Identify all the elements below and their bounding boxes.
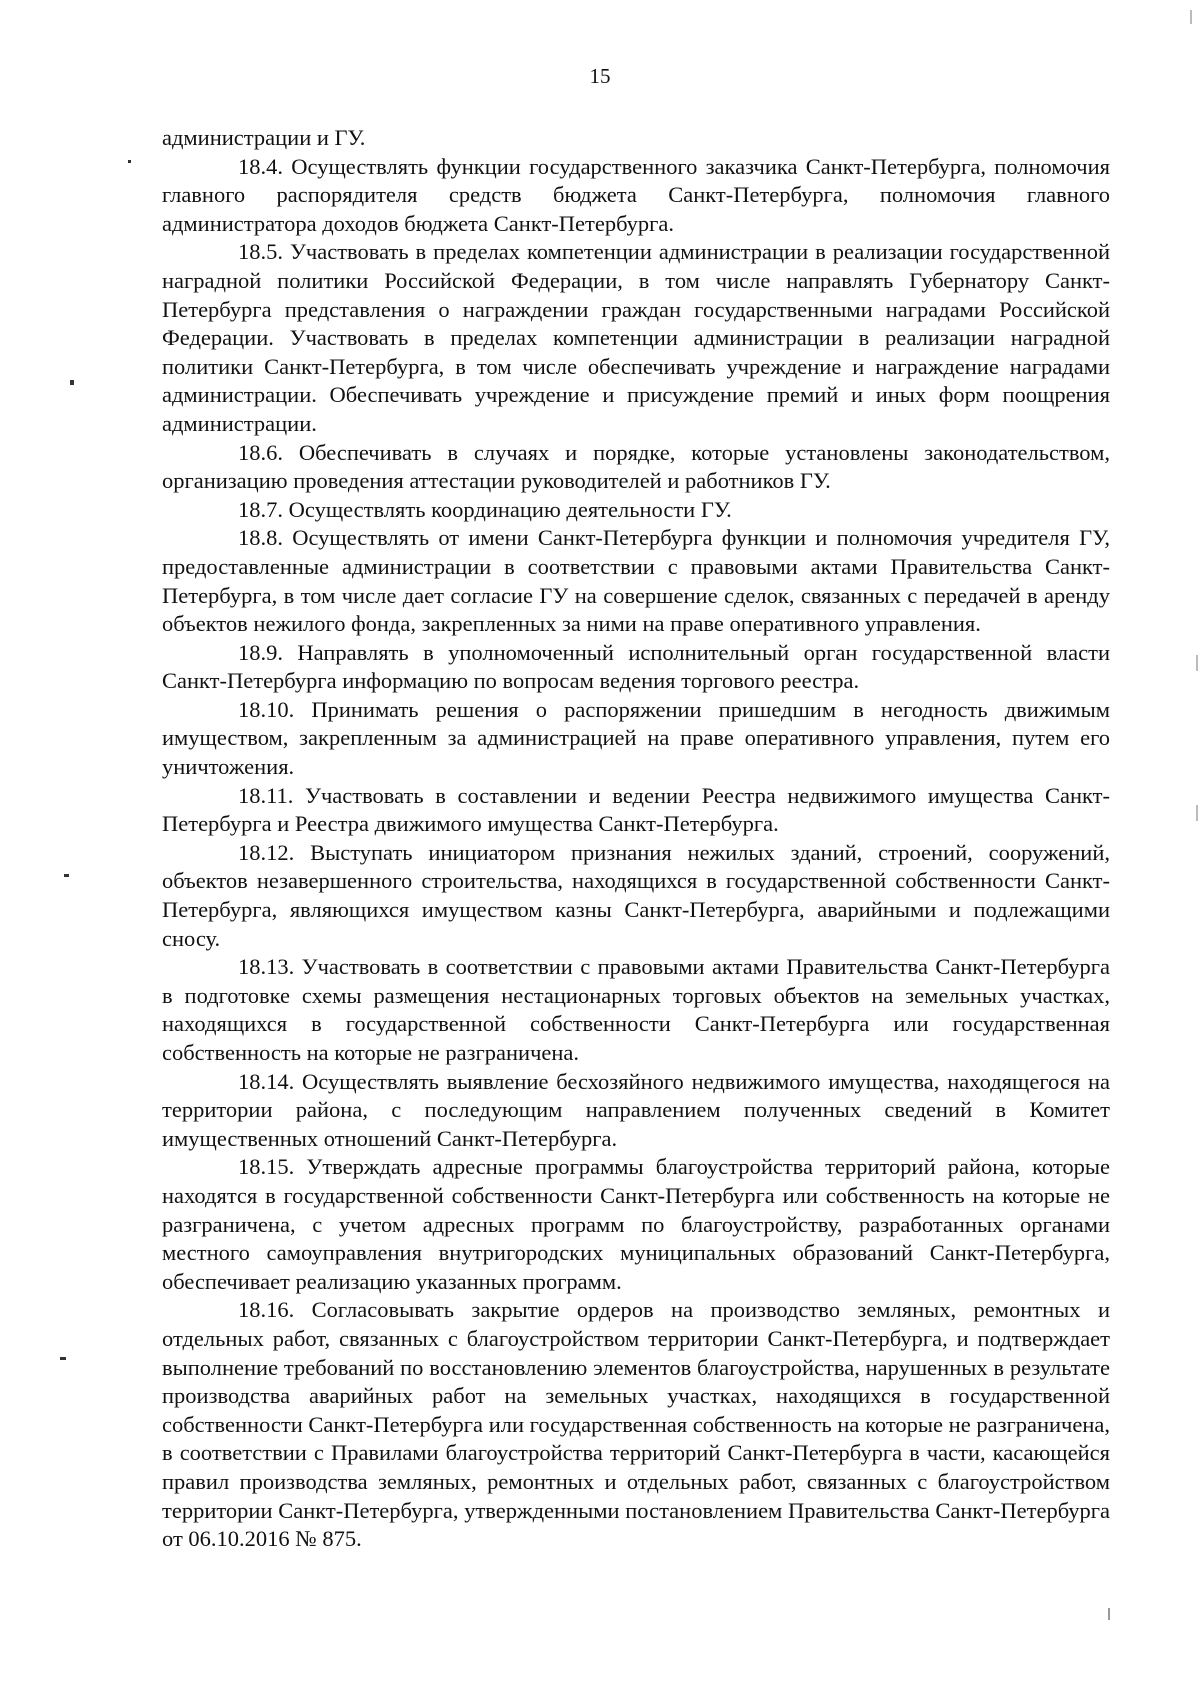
scan-speck	[64, 874, 69, 877]
scan-speck	[70, 380, 74, 385]
paragraph-18-16: 18.16. Согласовывать закрытие ордеров на производство земляных, ремонтных и отдельных работ, связанных с благоустройством территории Санкт-Петербурга, и подтверждает выполнение требований по восстановлению элементов благоустройства, нарушенных в результате производства аварийных работ на земельных участках, находящихся в государственной собственности Санкт-Петербурга или государственная собственность на которые не разграничена, в соответствии с Правилами благоустройства территорий Санкт-Петербурга в части, касающейся правил производства земляных, ремонтных и отдельных работ, связанных с благоустройством территории Санкт-Петербурга, утвержденными постановлением Правительства Санкт-Петербурга от 06.10.2016 № 875.	[162, 1297, 1110, 1552]
scan-speck	[60, 1357, 66, 1360]
page-number: 15	[589, 64, 611, 88]
paragraph-18-15: 18.15. Утверждать адресные программы благоустройства территорий района, которые находятся в государственной собственности Санкт-Петербурга или собственность на которые не разграничена, с учетом адресных программ по благоустройству, разработанных органами местного самоуправления внутригородских муниципальных образований Санкт-Петербурга, обеспечивает реализацию указанных программ.	[162, 1154, 1110, 1294]
paragraph-18-6: 18.6. Обеспечивать в случаях и порядке, которые установлены законодательством, организацию проведения аттестации руководителей и работников ГУ.	[162, 439, 1110, 494]
paragraph-18-12: 18.12. Выступать инициатором признания нежилых зданий, строений, сооружений, объектов незавершенного строительства, находящихся в государственной собственности Санкт-Петербурга, являющихся имуществом казны Санкт-Петербурга, аварийными и подлежащими сносу.	[162, 839, 1110, 951]
scan-speck	[1196, 805, 1198, 821]
scan-speck	[1190, 10, 1192, 24]
paragraph-18-7: 18.7. Осуществлять координацию деятельности ГУ.	[238, 496, 732, 522]
scan-speck	[1196, 655, 1198, 671]
paragraph-18-11: 18.11. Участвовать в составлении и ведении Реестра недвижимого имущества Санкт-Петербурга и Реестра движимого имущества Санкт-Петербурга.	[162, 782, 1110, 837]
document-body	[162, 124, 1110, 1554]
paragraph-continuation: администрации и ГУ.	[162, 125, 366, 150]
paragraph-18-8: 18.8. Осуществлять от имени Санкт-Петербурга функции и полномочия учредителя ГУ, предоставленные администрации в соответствии с правовыми актами Правительства Санкт-Петербурга, в том числе дает согласие ГУ на совершение сделок, связанных с передачей в аренду объектов нежилого фонда, закрепленных за ними на праве оперативного управления.	[162, 525, 1110, 637]
paragraph-18-5: 18.5. Участвовать в пределах компетенции администрации в реализации государственной наградной политики Российской Федерации, в том числе направлять Губернатору Санкт-Петербурга представления о награждении граждан государственными наградами Российской Федерации. Участвовать в пределах компетенции администрации в реализации наградной политики Санкт-Петербурга, в том числе обеспечивать учреждение и награждение наградами администрации. Обеспечивать учреждение и присуждение премий и иных форм поощрения администрации.	[162, 239, 1110, 436]
paragraph-18-9: 18.9. Направлять в уполномоченный исполнительный орган государственной власти Санкт-Петербурга информацию по вопросам ведения торгового реестра.	[162, 639, 1110, 694]
paragraph-18-10: 18.10. Принимать решения о распоряжении пришедшим в негодность движимым имуществом, закрепленным за администрацией на праве оперативного управления, путем его уничтожения.	[162, 696, 1110, 780]
paragraph-18-4: 18.4. Осуществлять функции государственного заказчика Санкт-Петербурга, полномочия главного распорядителя средств бюджета Санкт-Петербурга, полномочия главного администратора доходов бюджета Санкт-Петербурга.	[162, 153, 1110, 236]
paragraph-18-13: 18.13. Участвовать в соответствии с правовыми актами Правительства Санкт-Петербурга в подготовке схемы размещения нестационарных торговых объектов на земельных участках, находящихся в государственной собственности Санкт-Петербурга или государственная собственность на которые не разграничена.	[162, 954, 1110, 1065]
paragraph-18-14: 18.14. Осуществлять выявление бесхозяйного недвижимого имущества, находящегося на территории района, с последующим направлением полученных сведений в Комитет имущественных отношений Санкт-Петербурга.	[162, 1068, 1110, 1151]
scan-speck	[1108, 1608, 1110, 1620]
scan-speck	[128, 160, 131, 163]
